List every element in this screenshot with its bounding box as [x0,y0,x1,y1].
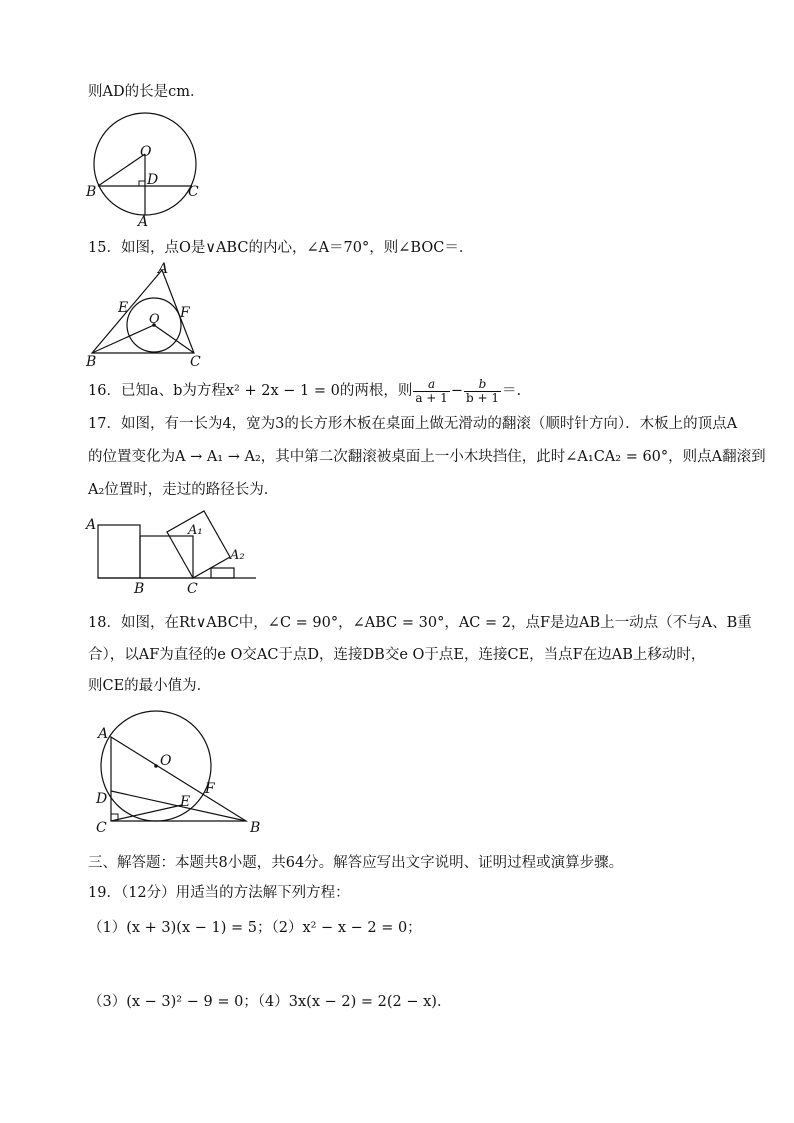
label-b: B [134,581,145,597]
label-d: D [96,791,108,807]
label-o: O [149,312,160,327]
label-a: A [138,214,149,229]
label-a: A [86,517,97,533]
label-o: O [160,753,172,769]
figure-incircle [84,260,209,368]
triangle-abc [92,270,194,353]
board-position-2 [140,536,193,578]
q16-minus: − [450,383,463,399]
label-c: C [96,820,107,836]
label-b: B [250,820,261,836]
question-18-line2: 合），以AF为直径的e O交AC于点D，连接DB交e O于点E，连接CE，当点F在边AB上移动时， [88,647,706,663]
q14-answer-line: 则AD的长是cm． [88,84,205,100]
wood-block [211,568,234,578]
figure-rolling-board [84,507,264,597]
label-c: C [187,581,198,597]
label-a2: A₂ [230,548,245,563]
segment-ob [98,154,145,186]
label-d: D [147,172,159,188]
question-18-line3: 则CE的最小值为． [88,678,212,694]
segment-ob [92,325,154,353]
label-b: B [86,354,97,368]
figure-right-triangle-circle [92,705,272,840]
label-f: F [180,305,190,321]
label-a: A [158,261,169,277]
label-a: A [98,726,109,742]
label-o: O [140,144,152,160]
question-19-parts-1-2: （1）(x + 3)(x − 1) = 5；（2）x² − x − 2 = 0； [88,920,422,936]
label-a1: A₁ [188,523,203,538]
question-17-line2: 的位置变化为A → A₁ → A₂，其中第二次翻滚被桌面上一小木块挡住，此时∠A₁CA₂ = 60°，则点A翻滚到 [88,449,766,465]
question-19: 19．（12分）用适当的方法解下列方程： [88,885,350,901]
fraction-a [413,378,449,405]
fraction-b [464,378,501,405]
label-c: C [190,354,201,368]
label-c: C [188,184,199,200]
right-angle-mark [139,181,145,186]
q16-tail: ＝. [501,383,522,399]
label-b: B [86,184,97,200]
board-position-1 [98,525,140,578]
question-18-line1: 18．如图，在Rt∨ABC中，∠C = 90°，∠ABC = 30°，AC = 2，点F是边AB上一动点（不与A、B重 [88,615,752,631]
label-e: E [118,300,129,316]
point-o [154,764,158,768]
frac2-den: b + 1 [465,390,499,405]
label-e: E [180,794,191,810]
question-17-line3: A₂位置时，走过的路径长为． [88,482,279,498]
question-19-parts-3-4: （3）(x − 3)² − 9 = 0；（4）3x(x − 2) = 2(2 − x)． [88,994,452,1010]
label-f: F [205,781,215,797]
frac2-num: b [464,378,501,392]
question-17-line1: 17．如图，有一长为4，宽为3的长方形木板在桌面上做无滑动的翻滚（顺时针方向）．木板上的顶点A [88,416,738,432]
triangle-abc [111,737,246,821]
frac1-den: a + 1 [415,390,448,405]
figure-circle-chord [82,104,212,229]
q16-text: 16．已知a、b为方程x² + 2x − 1 = 0的两根，则 [88,383,413,399]
frac1-num: a [413,378,449,392]
question-16 [88,376,521,406]
question-15: 15．如图，点O是∨ABC的内心，∠A＝70°，则∠BOC＝． [88,240,474,256]
section-three-heading: 三、解答题：本题共8小题，共64分。解答应写出文字说明、证明过程或演算步骤。 [88,855,624,871]
